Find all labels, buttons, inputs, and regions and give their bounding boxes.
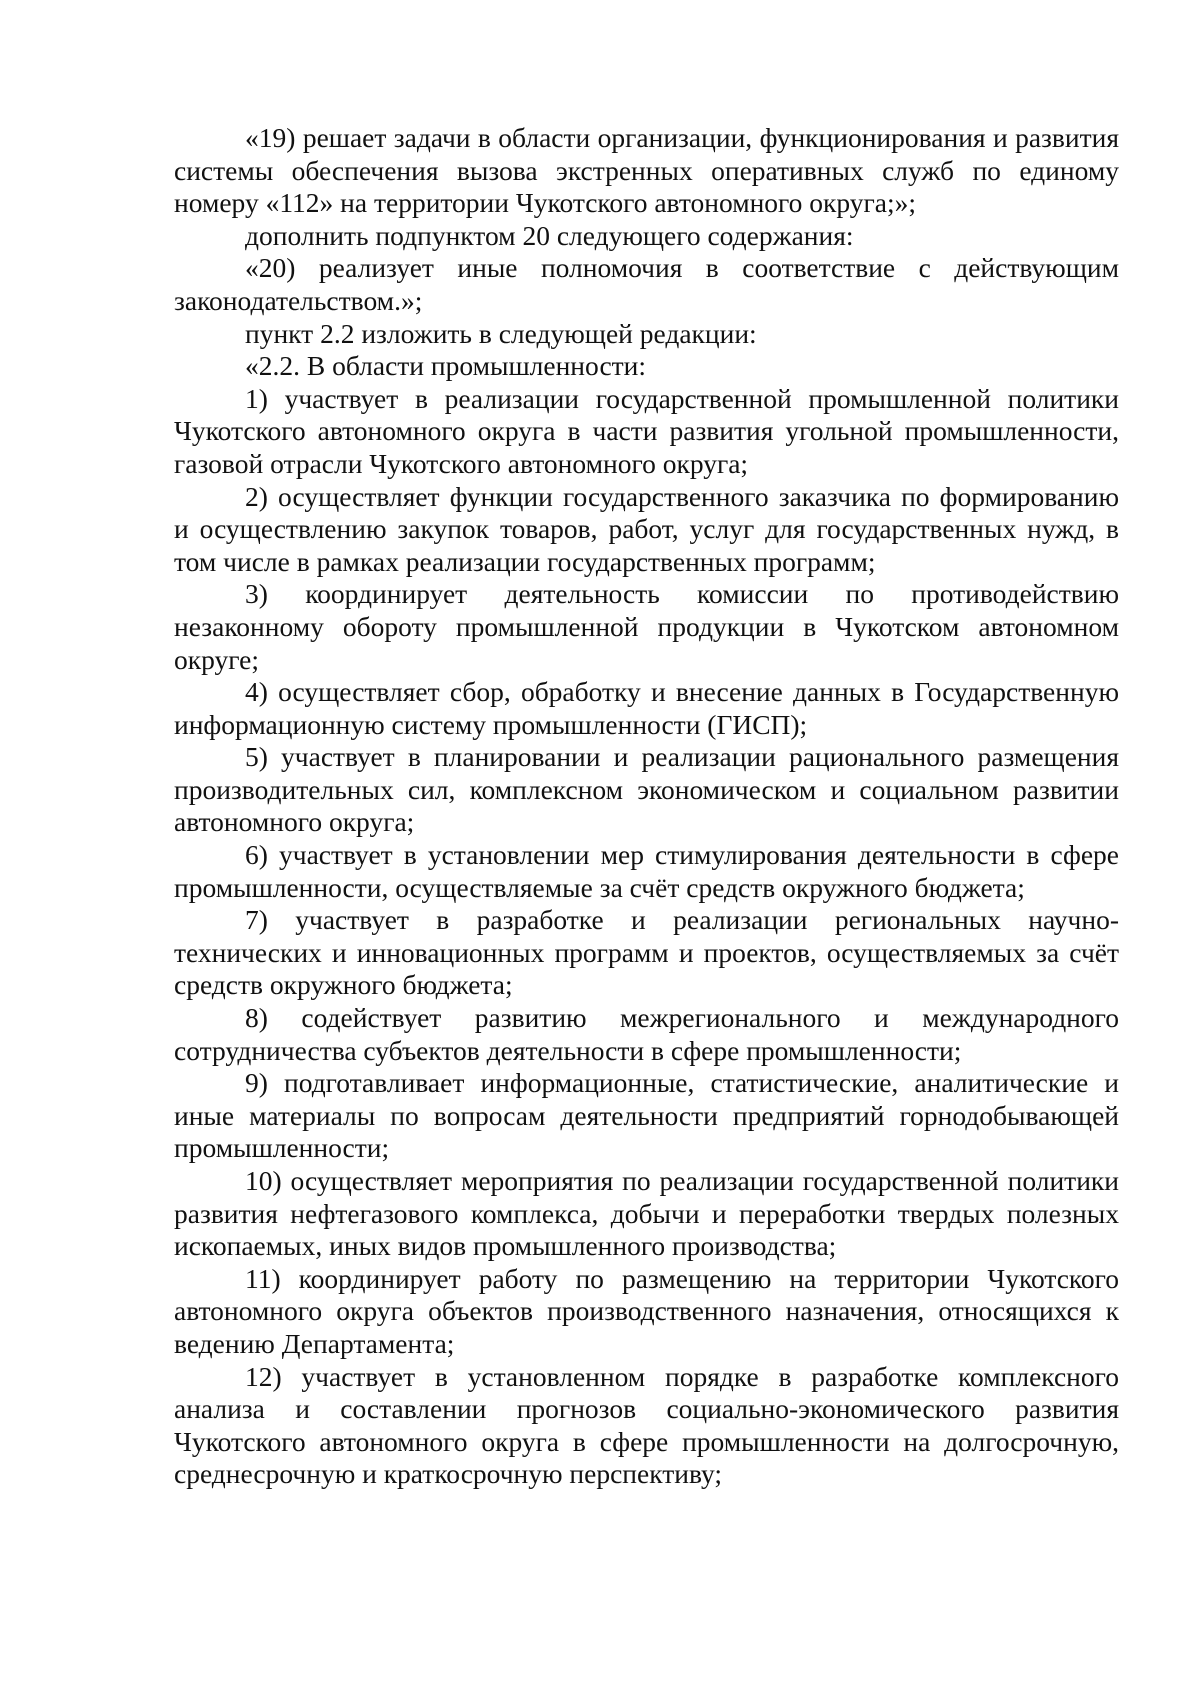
paragraph-19-item: «19) решает задачи в области организации, функционирования и развития системы обеспечения вызова экстренных оперативных служб по единому номеру «112» на территории Чукотского автономного округа;»; [174, 122, 1119, 219]
paragraph-item-11: 11) координирует работу по размещению на территории Чукотского автономного округа объектов производственного назначения, относящихся к ведению Департамента; [174, 1262, 1119, 1359]
paragraph-item-9: 9) подготавливает информационные, статистические, аналитические и иные материалы по вопросам деятельности предприятий горнодобывающей промышленности; [174, 1067, 1119, 1164]
paragraph-section-2-2-heading: «2.2. В области промышленности: [245, 350, 647, 382]
paragraph-item-7: 7) участвует в разработке и реализации региональных научно-технических и инновационных программ и проектов, осуществляемых за счёт средств окружного бюджета; [174, 904, 1119, 1001]
paragraph-item-3: 3) координирует деятельность комиссии по противодействию незаконному обороту промышленной продукции в Чукотском автономном округе; [174, 578, 1119, 675]
paragraph-item-4: 4) осуществляет сбор, обработку и внесение данных в Государственную информационную систему промышленности (ГИСП); [174, 676, 1119, 740]
paragraph-item-10: 10) осуществляет мероприятия по реализации государственной политики развития нефтегазового комплекса, добычи и переработки твердых полезных ископаемых, иных видов промышленного производства; [174, 1165, 1119, 1262]
paragraph-amendment-2-2: пункт 2.2 изложить в следующей редакции: [245, 317, 757, 349]
paragraph-item-5: 5) участвует в планировании и реализации рационального размещения производительных сил, комплексном экономическом и социальном развитии автономного округа; [174, 741, 1119, 838]
paragraph-item-6: 6) участвует в установлении мер стимулирования деятельности в сфере промышленности, осуществляемые за счёт средств окружного бюджета; [174, 839, 1119, 903]
document-body [174, 122, 1119, 1491]
paragraph-item-2: 2) осуществляет функции государственного заказчика по формированию и осуществлению закупок товаров, работ, услуг для государственных нужд, в том числе в рамках реализации государственных программ; [174, 480, 1119, 577]
paragraph-20-item: «20) реализует иные полномочия в соответствие с действующим законодательством.»; [174, 252, 1119, 316]
paragraph-item-12: 12) участвует в установленном порядке в разработке комплексного анализа и составлении прогнозов социально-экономического развития Чукотского автономного округа в сфере промышленности на долгосрочную, среднесрочную и краткосрочную перспективу; [174, 1360, 1119, 1490]
paragraph-item-8: 8) содействует развитию межрегионального и международного сотрудничества субъектов деятельности в сфере промышленности; [174, 1002, 1119, 1066]
paragraph-amendment-add-20: дополнить подпунктом 20 следующего содержания: [245, 219, 854, 251]
paragraph-item-1: 1) участвует в реализации государственной промышленной политики Чукотского автономного округа в части развития угольной промышленности, газовой отрасли Чукотского автономного округа; [174, 382, 1119, 479]
